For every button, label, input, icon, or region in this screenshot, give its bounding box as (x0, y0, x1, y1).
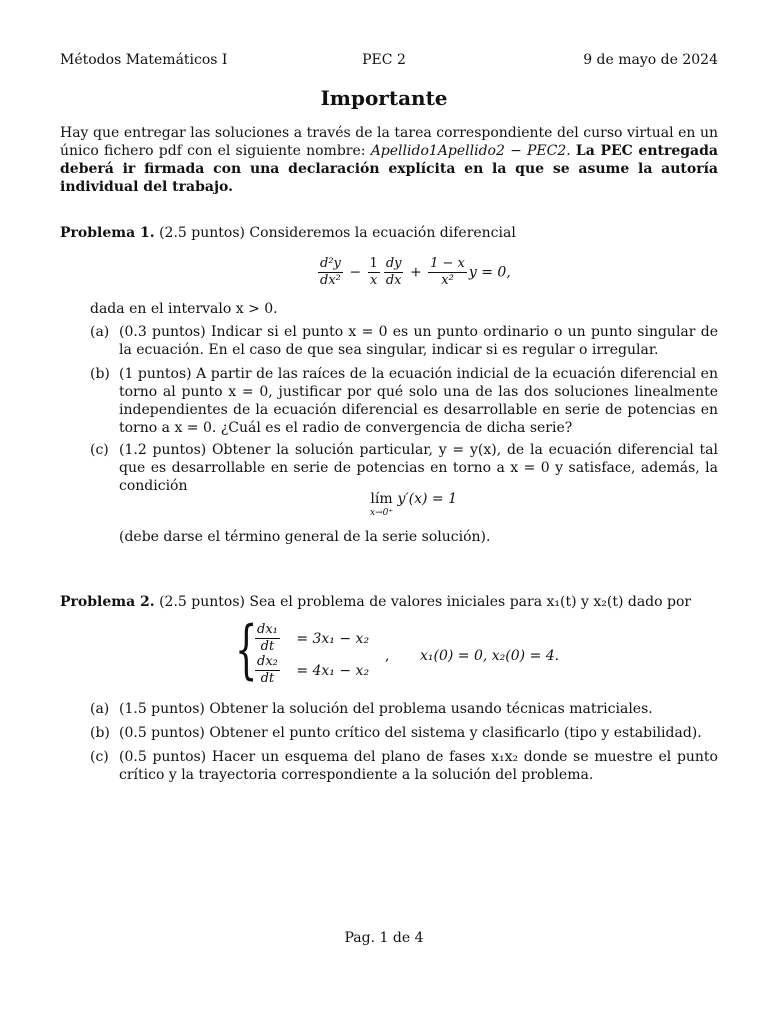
problem1-item-a (90, 323, 718, 359)
item-label: (c) (90, 749, 109, 765)
problem2-item-a (90, 700, 718, 718)
limit-expression: y′(x) = 1 (397, 491, 457, 507)
item-text: (0.5 puntos) Hacer un esquema del plano de fases x₁x₂ donde se muestre el punto crítico y la trayectoria correspondiente a la solución del problema. (119, 749, 718, 783)
problem1-item-c (90, 441, 718, 495)
initial-conditions: x₁(0) = 0, x₂(0) = 4. (420, 648, 560, 664)
problem2-system (235, 613, 595, 692)
limit-operator: lím x→0⁺ (370, 491, 394, 518)
header-date: 9 de mayo de 2024 (583, 52, 718, 68)
item-text: (1.2 puntos) Obtener la solución particular, y = y(x), de la ecuación diferencial tal que es desarrollable en serie de potencias en torno a x = 0 y satisface, además, la condición (119, 442, 718, 494)
problem1-note: (debe darse el término general de la serie solución). (119, 529, 491, 545)
left-brace: { (235, 613, 258, 687)
problem1-header (60, 224, 718, 242)
problem2-item-c (90, 748, 718, 784)
item-label: (a) (90, 324, 110, 340)
item-label: (a) (90, 701, 110, 717)
system-row-1: $\frac{\text{dx₁}}{dt}$ = 3x₁ − x₂ (257, 622, 370, 654)
problem2-item-b (90, 724, 718, 742)
item-text: (1 puntos) A partir de las raíces de la ecuación indicial de la ecuación diferencial en torno al punto x = 0, justificar por qué solo una de las dos soluciones linealmente independientes de la ecuación diferencial es desarrollable en serie de potencias en torno a x = 0. ¿Cuál es el radio de convergencia de dicha serie? (119, 366, 718, 436)
problem1-equation: $\frac{\text{d²y}}{\text{dx²}}$ − $\frac{1}{x}$ $\frac{dy}{dx}$ + $\frac{1 - x}{\text{x²}}$ y = 0, (320, 256, 511, 288)
system-comma: , (385, 648, 390, 664)
limit-condition (370, 490, 457, 518)
problem2-header (60, 593, 718, 611)
intro-paragraph (60, 124, 718, 196)
problem2-heading: Problema 2. (60, 594, 155, 610)
header-course: Métodos Matemáticos I (60, 52, 228, 68)
intro-text: Hay que entregar las soluciones a través de la tarea correspondiente del curso virtual en un único fichero pdf con el siguiente nombre: (60, 125, 718, 159)
item-label: (c) (90, 442, 109, 458)
problem1-domain: dada en el intervalo x > 0. (90, 301, 278, 317)
eq-fraction-1mx: $\frac{1 - x}{\text{x²}}$ (430, 256, 465, 288)
problem2-statement: Sea el problema de valores iniciales para x₁(t) y x₂(t) dado por (249, 594, 692, 610)
problem2-points: (2.5 puntos) (159, 594, 245, 610)
item-label: (b) (90, 725, 110, 741)
item-text: (0.5 puntos) Obtener el punto crítico del sistema y clasificarlo (tipo y estabilidad). (119, 725, 702, 741)
eq-fraction-1x: $\frac{1}{x}$ (369, 256, 378, 288)
problem1-points: (2.5 puntos) (159, 225, 245, 241)
eq-fraction-d2y: $\frac{\text{d²y}}{\text{dx²}}$ (320, 256, 341, 288)
item-text: (0.3 puntos) Indicar si el punto x = 0 es un punto ordinario o un punto singular de la ecuación. En el caso de que sea singular, indicar si es regular o irregular. (119, 324, 718, 358)
item-label: (b) (90, 366, 110, 382)
problem1-heading: Problema 1. (60, 225, 155, 241)
header-assignment: PEC 2 (362, 52, 406, 68)
page-title: Importante (320, 86, 448, 110)
problem1-statement: Consideremos la ecuación diferencial (249, 225, 516, 241)
intro-bold-notice: La PEC entregada deberá ir firmada con una declaración explícita en la que se asume la autoría individual del trabajo. (60, 143, 718, 195)
intro-filename: Apellido1Apellido2 − PEC2 (370, 143, 567, 159)
intro-sep: . (566, 143, 576, 159)
eq-fraction-dydx: $\frac{dy}{dx}$ (385, 256, 402, 288)
page-number: Pag. 1 de 4 (344, 930, 424, 946)
item-text: (1.5 puntos) Obtener la solución del problema usando técnicas matriciales. (119, 701, 653, 717)
system-row-2: $\frac{\text{dx₂}}{dt}$ = 4x₁ − x₂ (257, 654, 370, 686)
problem1-item-b (90, 365, 718, 437)
